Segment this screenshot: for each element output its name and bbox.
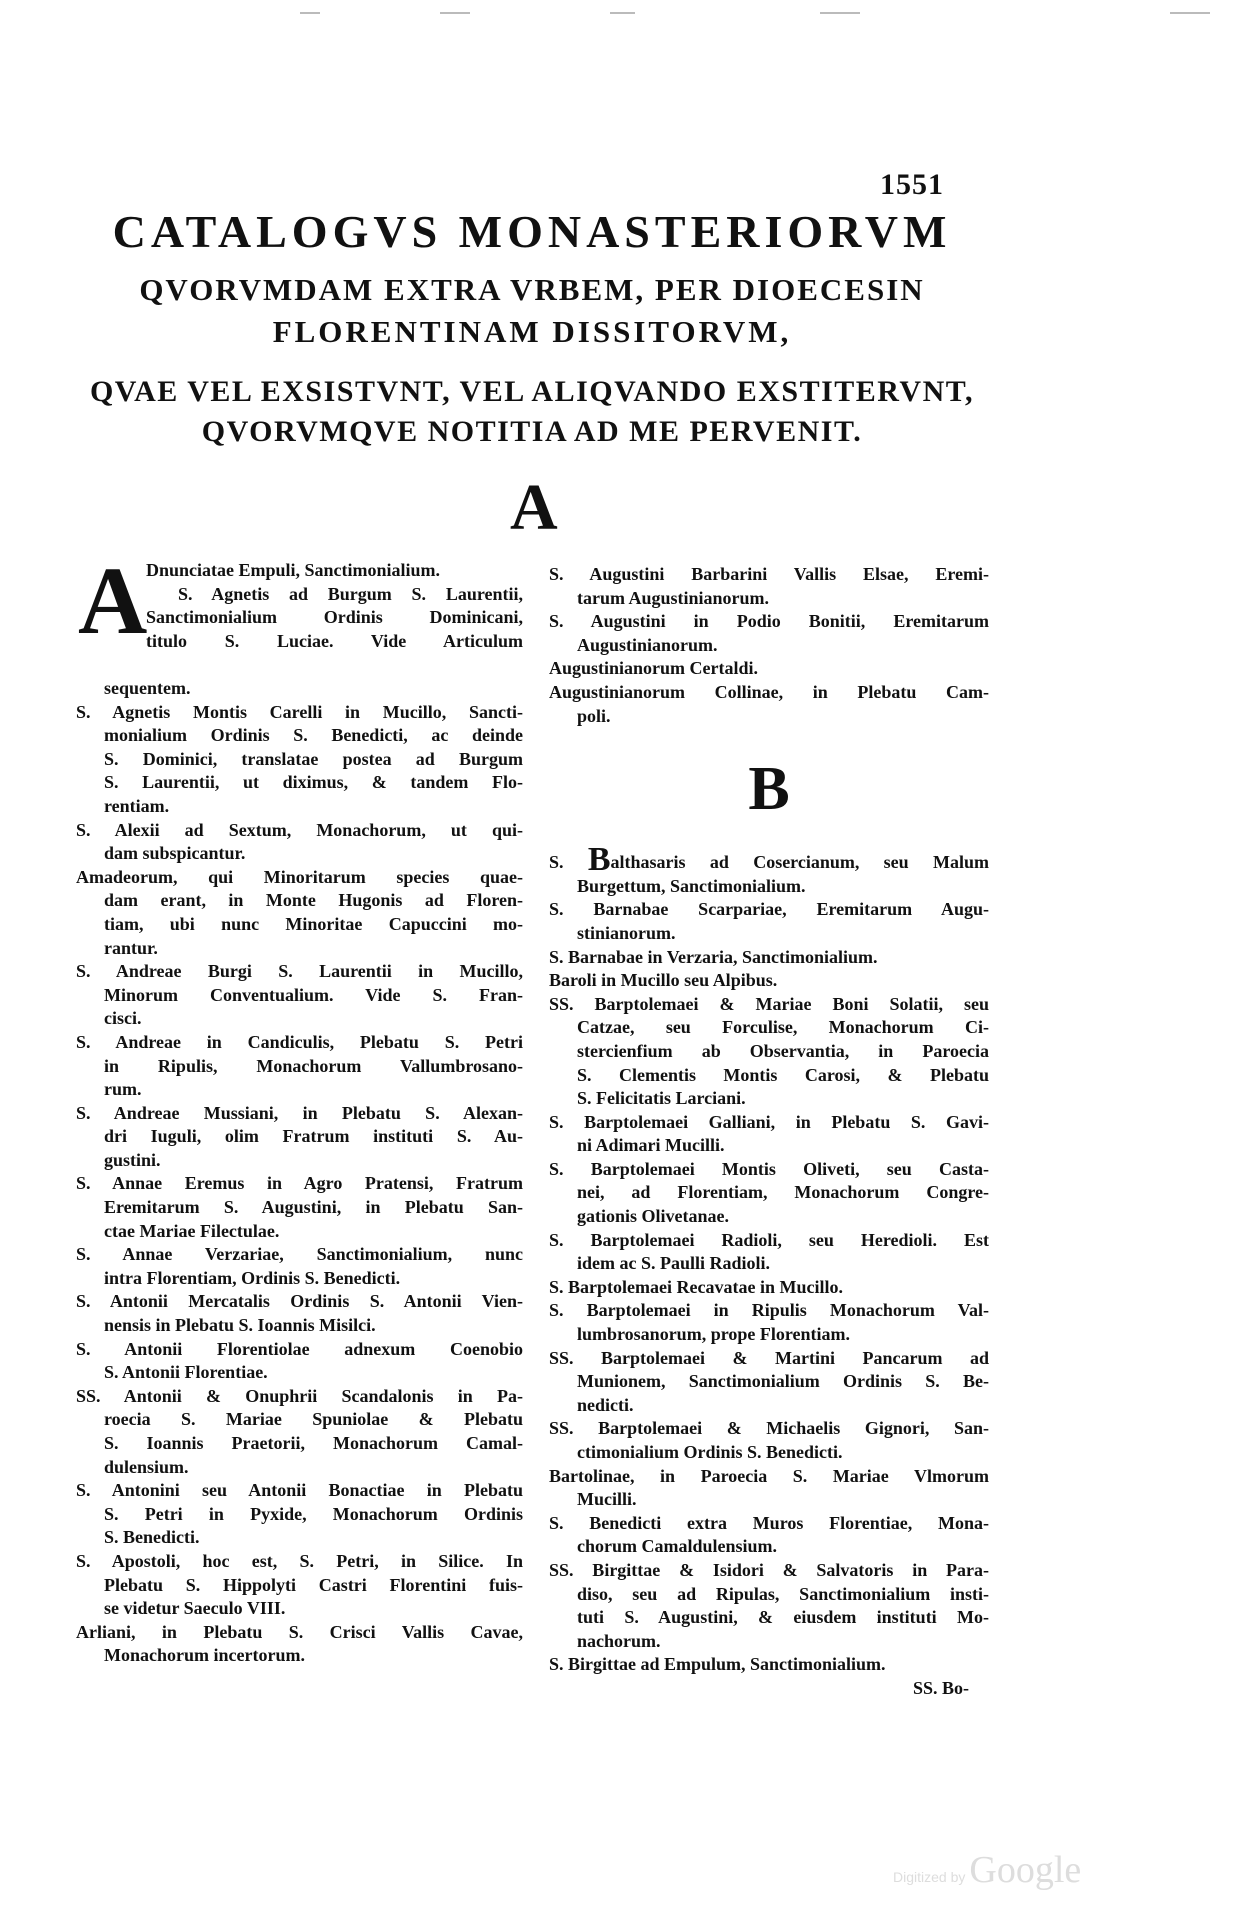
- entry-line: nei, ad Florentiam, Monachorum Congre-: [577, 1182, 989, 1203]
- entry-line: intra Florentiam, Ordinis S. Benedicti.: [104, 1267, 401, 1288]
- entry-line: S. Ioannis Praetorii, Monachorum Camal-: [104, 1433, 523, 1453]
- catalog-entry: [549, 1158, 989, 1229]
- entry-line: dri Iuguli, olim Fratrum instituti S. Au-: [104, 1126, 523, 1147]
- catalog-entry: [76, 1102, 523, 1173]
- catalog-entry: [549, 1276, 989, 1300]
- entry-line: S. Augustini Barbarini Vallis Elsae, Eremi-: [549, 564, 989, 584]
- catchword: SS. Bo-: [912, 1677, 969, 1698]
- entry-line: S. Petri in Pyxide, Monachorum Ordinis: [104, 1503, 523, 1524]
- entry-line: rentiam.: [104, 795, 170, 816]
- entry-line: se videtur Saeculo VIII.: [104, 1598, 286, 1619]
- catalog-entry: [76, 1479, 523, 1550]
- entry-line: S. Annae Eremus in Agro Pratensi, Fratrum: [76, 1173, 523, 1194]
- title-line-2: QVORVMDAM EXTRA VRBEM, PER DIOECESIN: [139, 272, 925, 307]
- catalog-entry: [549, 1559, 989, 1653]
- entry-line: lumbrosanorum, prope Florentiam.: [577, 1324, 851, 1345]
- entry-line: S. Apostoli, hoc est, S. Petri, in Silice. In: [76, 1550, 523, 1571]
- entry-line: S. Antonii Florentiolae adnexum Coenobio: [76, 1338, 523, 1359]
- entry-line: S. Andreae in Candiculis, Plebatu S. Petri: [76, 1031, 523, 1052]
- entry-line: dulensium.: [104, 1456, 189, 1477]
- entry-line: S. Barnabae in Verzaria, Sanctimonialium.: [549, 946, 878, 967]
- entry-line: S. Barptolemaei Recavatae in Mucillo.: [549, 1276, 843, 1297]
- catalog-entry: [76, 819, 523, 866]
- entry-line: Amadeorum, qui Minoritarum species quae-: [76, 866, 523, 887]
- section-heading-a: A: [510, 471, 558, 544]
- title-line-1: CATALOGVS MONASTERIORVM: [112, 206, 952, 257]
- entry-line: ni Adimari Mucilli.: [577, 1135, 725, 1156]
- entry-line: Catzae, seu Forculise, Monachorum Ci-: [577, 1017, 989, 1038]
- entry-line: Augustinianorum.: [577, 634, 718, 655]
- entry-line: S. Benedicti.: [104, 1527, 200, 1548]
- catalog-entry: [549, 969, 989, 993]
- entry-line: S. Agnetis ad Burgum S. Laurentii,: [178, 583, 523, 604]
- entry-line: monialium Ordinis S. Benedicti, ac deinde: [104, 725, 523, 746]
- entry-line: SS. Barptolemaei & Michaelis Gignori, San-: [549, 1418, 989, 1439]
- catalog-entry: [549, 1465, 989, 1512]
- entry-line: nachorum.: [577, 1630, 661, 1651]
- entry-line: in Ripulis, Monachorum Vallumbrosano-: [104, 1055, 523, 1076]
- catalog-entry: [549, 563, 989, 610]
- entry-line: dam erant, in Monte Hugonis ad Floren-: [104, 890, 523, 911]
- entry-line: roecia S. Mariae Spuniolae & Plebatu: [104, 1409, 523, 1430]
- catalog-entry: [76, 1385, 523, 1479]
- entry-line: Monachorum incertorum.: [104, 1645, 305, 1666]
- catalog-entry: [549, 1512, 989, 1559]
- entry-line: Baroli in Mucillo seu Alpibus.: [549, 970, 778, 991]
- entry-line: Mucilli.: [577, 1489, 637, 1510]
- entry-line: S. Barptolemaei in Ripulis Monachorum Val-: [549, 1300, 989, 1321]
- section-b-block: [549, 728, 989, 851]
- watermark-prefix: Digitized by: [893, 1869, 966, 1885]
- entry-line: SS. Barptolemaei & Mariae Boni Solatii, seu: [549, 993, 989, 1014]
- catalog-entry: [549, 1299, 989, 1346]
- entry-line: S. Felicitatis Larciani.: [577, 1088, 746, 1109]
- entry-line: Eremitarum S. Augustini, in Plebatu San-: [104, 1197, 523, 1218]
- entry-line: SS. Antonii & Onuphrii Scandalonis in Pa-: [76, 1385, 523, 1406]
- entry-line: S. Andreae Mussiani, in Plebatu S. Alexan-: [76, 1102, 523, 1123]
- entry-line: S. Laurentii, ut diximus, & tandem Flo-: [104, 772, 523, 793]
- entry-line: S. Agnetis Montis Carelli in Mucillo, Sancti-: [76, 701, 523, 722]
- page-number: 1551: [880, 168, 944, 201]
- entry-line: S. Barptolemaei Montis Oliveti, seu Casta-: [549, 1158, 989, 1179]
- entry-line: S. Barptolemaei Radioli, seu Heredioli. Est: [549, 1229, 989, 1250]
- catalog-entry: [76, 1290, 523, 1337]
- watermark-brand: Google: [969, 1849, 1082, 1891]
- entry-line: SS. Barptolemaei & Martini Pancarum ad: [549, 1347, 989, 1368]
- catalog-entry: [549, 1229, 989, 1276]
- entry-line: S. Augustini in Podio Bonitii, Eremitarum: [549, 611, 989, 632]
- entry-text: althasaris ad Cosercianum, seu Malum: [610, 852, 989, 873]
- entry-line: ctae Mariae Filectulae.: [104, 1220, 280, 1241]
- catalog-entry: [76, 1172, 523, 1243]
- entry-line: S. Antonii Mercatalis Ordinis S. Antonii Vien-: [76, 1291, 523, 1312]
- catalog-entry: [76, 866, 523, 960]
- entry-line: S. Dominici, translatae postea ad Burgum: [104, 748, 523, 769]
- entry-line: dam subspicantur.: [104, 843, 246, 864]
- entry-line: stinianorum.: [577, 922, 676, 943]
- dropcap-entry: [76, 547, 523, 677]
- scan-artifact: [440, 12, 470, 14]
- entry-line: Arliani, in Plebatu S. Crisci Vallis Cavae,: [76, 1621, 523, 1642]
- scan-artifact: [1170, 12, 1210, 14]
- title-line-3: FLORENTINAM DISSITORVM,: [272, 314, 792, 349]
- entry-line: S. Andreae Burgi S. Laurentii in Mucillo,: [76, 961, 523, 982]
- catalog-entry: [549, 898, 989, 945]
- entry-line: SS. Birgittae & Isidori & Salvatoris in Para-: [549, 1559, 989, 1580]
- right-column: [549, 563, 989, 1701]
- entry-line: S. Annae Verzariae, Sanctimonialium, nunc: [76, 1244, 523, 1265]
- entry-line: idem ac S. Paulli Radioli.: [577, 1253, 771, 1274]
- entry-line: Burgettum, Sanctimonialium.: [577, 875, 806, 896]
- entry-line: tarum Augustinianorum.: [577, 587, 770, 608]
- entry-line: cisci.: [104, 1008, 142, 1029]
- catalog-entry: [549, 1417, 989, 1464]
- scan-artifact: [820, 12, 860, 14]
- catalog-entry: [549, 993, 989, 1111]
- catalog-entry: [76, 701, 523, 819]
- entry-prefix: S.: [549, 852, 564, 873]
- entry-line: S. Barnabae Scarpariae, Eremitarum Augu-: [549, 899, 989, 920]
- scan-artifact: [610, 12, 635, 14]
- entry-line: Plebatu S. Hippolyti Castri Florentini fuis-: [104, 1574, 523, 1595]
- entry-line: Bartolinae, in Paroecia S. Mariae Vlmorum: [549, 1465, 989, 1486]
- drop-cap: A: [78, 547, 148, 654]
- section-heading-b: B: [748, 755, 790, 824]
- title-line-4: QVAE VEL EXSISTVNT, VEL ALIQVANDO EXSTITERVNT,: [89, 375, 975, 408]
- entry-line: S. Antonii Florentiae.: [104, 1362, 268, 1383]
- scan-artifact: [300, 12, 320, 14]
- entry-line: gustini.: [104, 1149, 161, 1170]
- entry-line: tiam, ubi nunc Minoritae Capuccini mo-: [104, 913, 523, 934]
- catalog-entry: [76, 1550, 523, 1621]
- catalog-entry: [76, 1031, 523, 1102]
- catalog-entry: [549, 681, 989, 728]
- entry-line: chorum Camaldulensium.: [577, 1536, 778, 1557]
- entry-line: Sanctimonialium Ordinis Dominicani,: [146, 607, 523, 628]
- title-line-5: QVORVMQVE NOTITIA AD ME PERVENIT.: [201, 415, 863, 448]
- catalog-entry: [549, 946, 989, 970]
- entry-line: [549, 841, 989, 879]
- catalog-entry: [549, 610, 989, 657]
- right-entries-b: [549, 898, 989, 1677]
- entry-line: diso, seu ad Ripulas, Sanctimonialium insti-: [577, 1583, 989, 1604]
- entry-line: tuti S. Augustini, & eiusdem instituti Mo-: [577, 1607, 989, 1628]
- entry-line: nensis in Plebatu S. Ioannis Misilci.: [104, 1315, 376, 1336]
- catalog-entry: [549, 841, 989, 898]
- entry-line: stercienfium ab Observantia, in Paroecia: [577, 1040, 989, 1061]
- entry-line: S. Barptolemaei Galliani, in Plebatu S. Gavi-: [549, 1111, 989, 1132]
- entry-line: titulo S. Luciae. Vide Articulum: [146, 630, 523, 651]
- entry-line: Augustinianorum Certaldi.: [549, 658, 759, 679]
- entry-line: S. Clementis Montis Carosi, & Plebatu: [577, 1064, 989, 1085]
- catalog-entry: [76, 1621, 523, 1668]
- catalog-entry: [549, 1347, 989, 1418]
- entry-line: rum.: [104, 1079, 142, 1100]
- catalog-entry: [549, 1653, 989, 1677]
- catalog-entry: [549, 657, 989, 681]
- entry-line: nedicti.: [577, 1394, 634, 1415]
- entry-line: sequentem.: [104, 678, 191, 698]
- entry-line: poli.: [577, 705, 611, 726]
- left-column: [76, 547, 523, 1668]
- left-entries: [76, 701, 523, 1668]
- entry-line: Minorum Conventualium. Vide S. Fran-: [104, 984, 523, 1005]
- entry-line: rantur.: [104, 937, 158, 958]
- entry-line: S. Alexii ad Sextum, Monachorum, ut qui-: [76, 819, 523, 840]
- catalog-entry: [76, 1243, 523, 1290]
- right-entries-a: [549, 563, 989, 728]
- catalog-entry: [549, 1111, 989, 1158]
- entry-line: ctimonialium Ordinis S. Benedicti.: [577, 1442, 843, 1462]
- digitized-by-google-watermark: [893, 1848, 1081, 1892]
- catalog-entry: [76, 960, 523, 1031]
- entry-line: Munionem, Sanctimonialium Ordinis S. Be-: [577, 1371, 989, 1392]
- entry-line: S. Birgittae ad Empulum, Sanctimonialium.: [549, 1654, 886, 1675]
- entry-line: gationis Olivetanae.: [577, 1206, 729, 1227]
- initial-letter: B: [587, 841, 611, 879]
- entry-line: S. Antonini seu Antonii Bonactiae in Plebatu: [76, 1480, 523, 1501]
- entry-line: S. Benedicti extra Muros Florentiae, Mona-: [549, 1512, 989, 1533]
- catalog-entry: [76, 1338, 523, 1385]
- entry-line: Augustinianorum Collinae, in Plebatu Cam-: [549, 681, 989, 702]
- entry-line: Dnunciatae Empuli, Sanctimonialium.: [146, 560, 441, 580]
